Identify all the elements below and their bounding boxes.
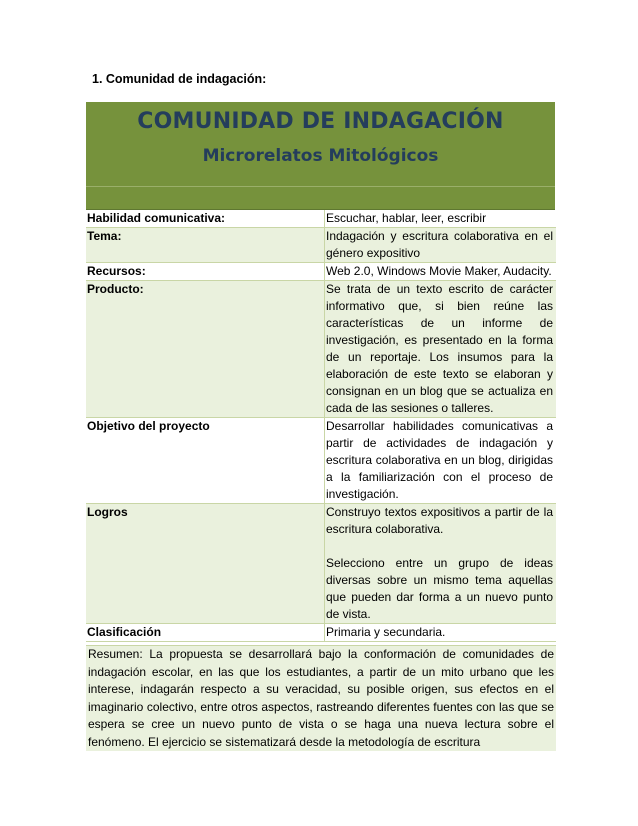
achievement-1: Construyo textos expositivos a partir de la escritura colaborativa. [326, 505, 553, 536]
table-row [86, 624, 556, 642]
table-row [86, 210, 556, 228]
row-label: Producto: [86, 281, 325, 418]
row-value: Indagación y escritura colaborativa en el género expositivo [325, 228, 557, 263]
row-label: Clasificación [86, 624, 325, 642]
row-label: Logros [86, 504, 325, 624]
project-details-table [86, 210, 556, 642]
summary-text: Resumen: La propuesta se desarrollará bajo la conformación de comunidades de indagación escolar, en las que los estudiantes, a partir de un mito urbano que les interese, indagarán respecto a su veracidad, su posible origen, sus efectos en el imaginario colectivo, entre otros aspectos, rastreando diferentes fuentes con las que se espera se cree un nuevo punto de vista o se haga una nueva lectura sobre el fenómeno. El ejercicio se sistematizará desde la metodología de escritura [86, 645, 556, 751]
table-row [86, 504, 556, 624]
paragraph-gap [326, 538, 553, 555]
row-value: Se trata de un texto escrito de carácter informativo que, si bien reúne las características de un informe de investigación, es presentado en la forma de un reportaje. Los insumos para la elaboración de este texto se elaboran y consignan en un blog que se actualiza en cada de las sesiones o talleres. [325, 281, 557, 418]
row-label: Recursos: [86, 263, 325, 281]
achievement-2: Selecciono entre un grupo de ideas diversas sobre un mismo tema aquellas que pueden dar forma a un nuevo punto de vista. [326, 556, 553, 621]
title-banner [86, 102, 555, 210]
row-value-group [325, 504, 557, 624]
table-row [86, 281, 556, 418]
row-label: Habilidad comunicativa: [86, 210, 325, 228]
section-heading: 1. Comunidad de indagación: [92, 72, 267, 86]
row-value: Desarrollar habilidades comunicativas a partir de actividades de indagación y escritura colaborativa en un blog, dirigidas a la familiarización con el proceso de investigación. [325, 418, 557, 504]
row-value: Web 2.0, Windows Movie Maker, Audacity. [325, 263, 557, 281]
banner-divider [86, 186, 555, 187]
table-row [86, 418, 556, 504]
banner-subtitle: Microrelatos Mitológicos [202, 146, 439, 166]
table-row [86, 228, 556, 263]
banner-title: COMUNIDAD DE INDAGACIÓN [137, 109, 504, 134]
row-label: Tema: [86, 228, 325, 263]
table-row [86, 263, 556, 281]
row-value: Escuchar, hablar, leer, escribir [325, 210, 557, 228]
row-label: Objetivo del proyecto [86, 418, 325, 504]
row-value: Primaria y secundaria. [325, 624, 557, 642]
